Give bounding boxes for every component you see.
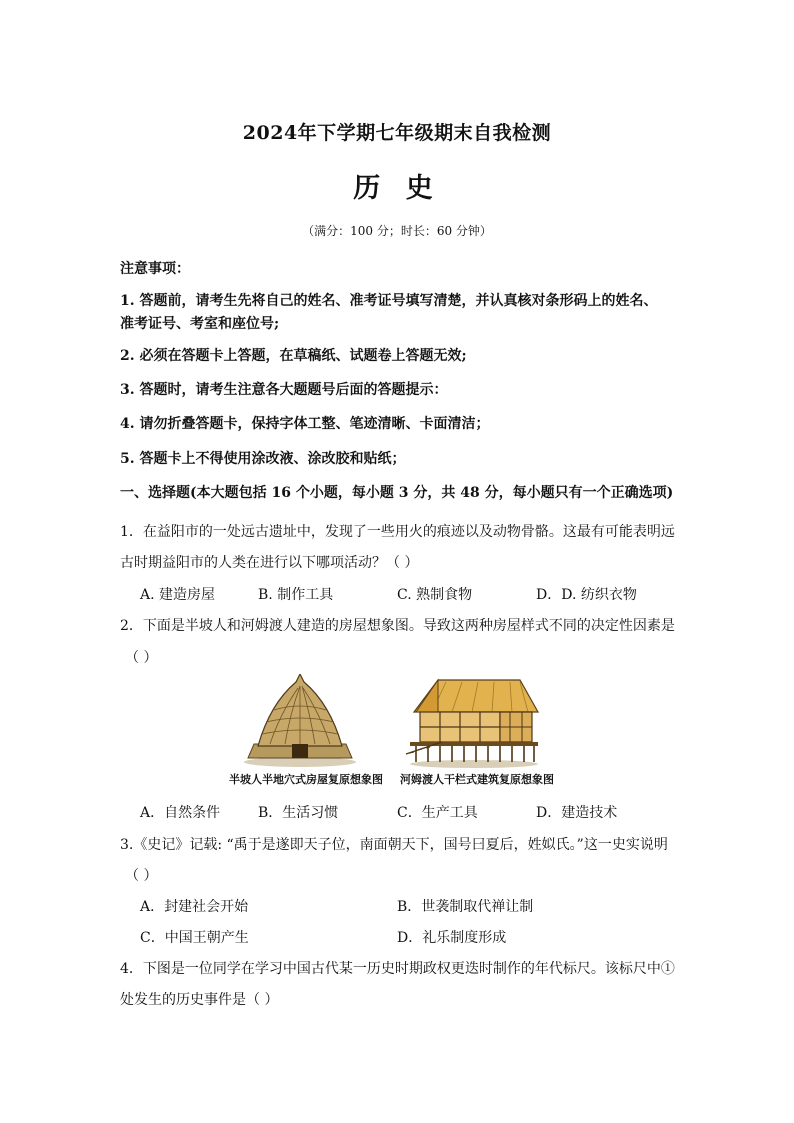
- option-c: C．中国王朝产生: [140, 930, 249, 946]
- question-4-line: 处发生的历史事件是（ ）: [120, 992, 279, 1008]
- section-heading: 一、选择题(本大题包括 16 个小题，每小题 3 分，共 48 分，每小题只有一个正确选项): [120, 485, 674, 501]
- figure-caption-banpo: 半坡人半地穴式房屋复原想象图: [229, 773, 383, 786]
- question-2-line: （ ）: [125, 650, 158, 666]
- exam-title: 2024年下学期七年级期末自我检测: [242, 122, 552, 144]
- score-info: （满分：100 分；时长：60 分钟）: [302, 224, 492, 238]
- option-b: B. 制作工具: [258, 587, 334, 603]
- option-c: C. 熟制食物: [397, 587, 473, 603]
- question-1-line: 1．在益阳市的一处远古遗址中，发现了一些用火的痕迹以及动物骨骼。这最有可能表明远: [120, 524, 675, 540]
- option-a: A．封建社会开始: [140, 899, 249, 915]
- question-3-line: 3.《史记》记载: “禹于是遂即天子位，南面朝天下，国号曰夏后，姓姒氏。”这一史实说明: [120, 837, 668, 853]
- note-item: 准考证号、考室和座位号;: [120, 316, 280, 332]
- question-4-line: 4．下图是一位同学在学习中国古代某一历史时期政权更迭时制作的年代标尺。该标尺中①: [120, 961, 675, 977]
- banpo-house-image: [240, 674, 360, 768]
- option-a: A．自然条件: [140, 805, 221, 821]
- option-a: A. 建造房屋: [140, 587, 216, 603]
- option-d: D．礼乐制度形成: [397, 930, 507, 946]
- note-item: 2. 必须在答题卡上答题，在草稿纸、试题卷上答题无效;: [120, 348, 467, 364]
- question-3-line: （ ）: [125, 868, 158, 884]
- option-d: D．D. 纺织衣物: [536, 587, 637, 603]
- note-item: 1. 答题前，请考生先将自己的姓名、准考证号填写清楚，并认真核对条形码上的姓名、: [120, 293, 658, 309]
- option-b: B．生活习惯: [258, 805, 339, 821]
- figure-caption-hemudu: 河姆渡人干栏式建筑复原想象图: [400, 773, 554, 786]
- subject-title: 历 史: [353, 173, 441, 204]
- note-item: 4. 请勿折叠答题卡，保持字体工整、笔迹清晰、卡面清洁；: [120, 416, 490, 432]
- hemudu-house-image: [402, 674, 542, 768]
- note-item: 5. 答题卡上不得使用涂改液、涂改胶和贴纸；: [120, 451, 406, 467]
- question-1-line: 古时期益阳市的人类在进行以下哪项活动？（ ）: [120, 555, 419, 571]
- note-item: 3. 答题时，请考生注意各大题题号后面的答题提示：: [120, 382, 448, 398]
- option-d: D．建造技术: [536, 805, 618, 821]
- question-2-line: 2．下面是半坡人和河姆渡人建造的房屋想象图。导致这两种房屋样式不同的决定性因素是: [120, 618, 675, 634]
- notes-heading: 注意事项：: [120, 261, 190, 277]
- option-b: B．世袭制取代禅让制: [397, 899, 534, 915]
- option-c: C．生产工具: [397, 805, 478, 821]
